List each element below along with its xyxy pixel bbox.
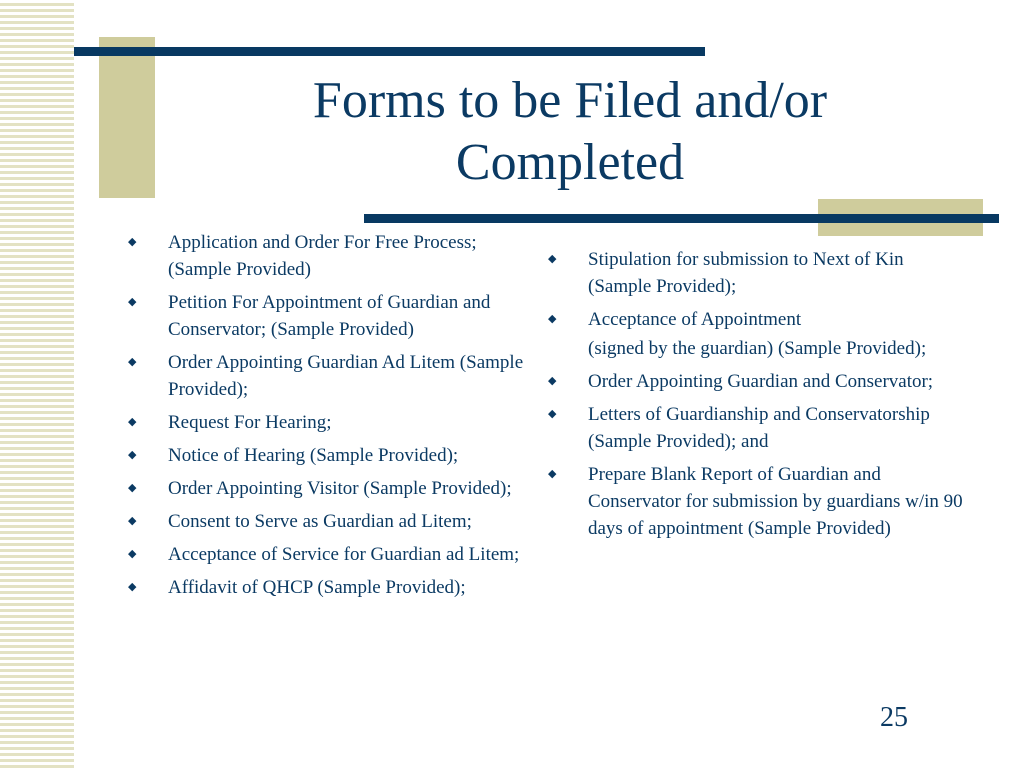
diamond-bullet-icon: ◆ xyxy=(128,356,137,368)
list-item: ◆ Request For Hearing; xyxy=(128,409,538,436)
list-item: ◆ Letters of Guardianship and Conservatorship (Sample Provided); and xyxy=(548,401,968,455)
diamond-bullet-icon: ◆ xyxy=(548,313,557,325)
list-item: ◆ Acceptance of Service for Guardian ad Litem; xyxy=(128,541,538,568)
list-item: ◆ Order Appointing Guardian and Conservator; xyxy=(548,368,968,395)
list-item: ◆ Order Appointing Visitor (Sample Provided); xyxy=(128,475,538,502)
diamond-bullet-icon: ◆ xyxy=(128,296,137,308)
diamond-bullet-icon: ◆ xyxy=(128,449,137,461)
list-item: ◆ Order Appointing Guardian Ad Litem (Sample Provided); xyxy=(128,349,538,403)
diamond-bullet-icon: ◆ xyxy=(128,482,137,494)
list-item: ◆ Petition For Appointment of Guardian and Conservator; (Sample Provided) xyxy=(128,289,538,343)
left-bullet-list xyxy=(128,229,538,607)
page-number: 25 xyxy=(880,702,908,733)
left-stripe-decoration xyxy=(0,0,74,768)
diamond-bullet-icon: ◆ xyxy=(128,581,137,593)
list-item: ◆ Acceptance of Appointment xyxy=(548,306,968,333)
diamond-bullet-icon: ◆ xyxy=(128,236,137,248)
diamond-bullet-icon: ◆ xyxy=(128,548,137,560)
slide-title: Forms to be Filed and/or Completed xyxy=(312,72,828,191)
list-item-continuation: (signed by the guardian) (Sample Provided); xyxy=(588,338,927,359)
diamond-bullet-icon: ◆ xyxy=(548,375,557,387)
accent-block-top xyxy=(99,37,155,198)
list-item: ◆ Stipulation for submission to Next of Kin (Sample Provided); xyxy=(548,246,968,300)
list-item: ◆ Consent to Serve as Guardian ad Litem; xyxy=(128,508,538,535)
diamond-bullet-icon: ◆ xyxy=(128,416,137,428)
title-bar-bottom xyxy=(364,214,999,223)
right-bullet-list xyxy=(548,246,968,548)
list-item: ◆ Notice of Hearing (Sample Provided); xyxy=(128,442,538,469)
diamond-bullet-icon: ◆ xyxy=(548,468,557,480)
diamond-bullet-icon: ◆ xyxy=(128,515,137,527)
diamond-bullet-icon: ◆ xyxy=(548,408,557,420)
list-item: ◆ Prepare Blank Report of Guardian and Conservator for submission by guardians w/in 90 days of appointment (Sample Provided) xyxy=(548,461,968,542)
list-item: ◆ Affidavit of QHCP (Sample Provided); xyxy=(128,574,538,601)
diamond-bullet-icon: ◆ xyxy=(548,253,557,265)
title-bar-top xyxy=(74,47,705,56)
list-item: ◆ Application and Order For Free Process; (Sample Provided) xyxy=(128,229,538,283)
